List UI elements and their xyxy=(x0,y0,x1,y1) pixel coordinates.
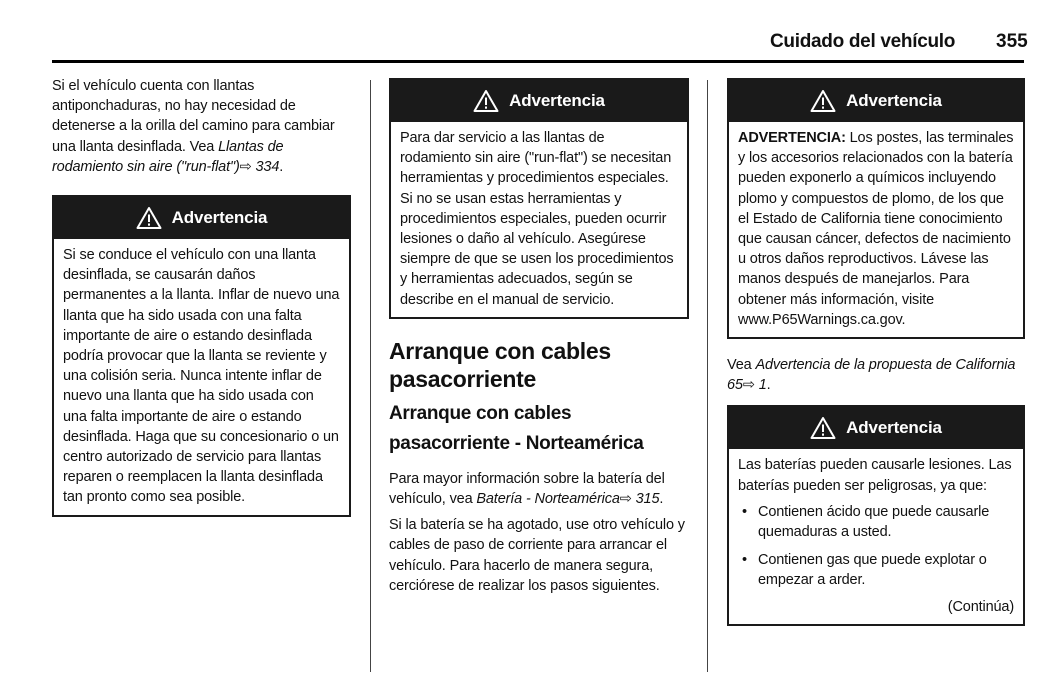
page-number: 355 xyxy=(996,31,1028,52)
warning-bullet-list xyxy=(738,502,1014,591)
warning-box-runflat-service xyxy=(389,78,689,319)
warning-box-flat-tire xyxy=(52,195,351,517)
warning-header xyxy=(391,80,687,122)
jump-start-paragraph: Si la batería se ha agotado, use otro vehículo y cables de paso de corriente para arrancar el vehículo. Para hacerlo de manera segura, cerciórese de realizar los pasos siguientes. xyxy=(389,517,685,594)
warning-triangle-icon xyxy=(136,206,162,230)
prop65-reference[interactable]: Advertencia de la propuesta de California 65 xyxy=(727,357,1016,394)
battery-info-paragraph: Para mayor información sobre la batería del vehículo, vea Batería - Norteamérica⇨ 315. xyxy=(389,469,689,509)
warning-triangle-icon xyxy=(810,89,836,113)
page-ref-arrow-icon: ⇨ xyxy=(619,491,632,508)
column-3 xyxy=(727,76,1025,626)
column-divider-2 xyxy=(707,80,708,672)
section-heading: Arranque con cables pasacorriente xyxy=(389,337,611,392)
warning-text: Si se conduce el vehículo con una llanta desinflada, se causarán daños permanentes a la llanta. Inflar de nuevo una llanta que ha sido usada con una falta importante de aire o estando desinflada podría provocar que la llanta se reviente y una colisión seria. Nunca intente inflar de nuevo una llanta que ha sido usada con una falta importante de aire o estando desinflada. Haga que su concesionario o un centro autorizado de servicio para llantas reparen o reemplacen la llanta desinflada tan pronto como sea posible. xyxy=(63,247,340,506)
column-divider-1 xyxy=(370,80,371,672)
warning-intro: Las baterías pueden causarle lesiones. Las baterías pueden ser peligrosas, ya que: xyxy=(738,457,1012,494)
warning-box-battery xyxy=(727,405,1025,625)
column-1 xyxy=(52,76,351,517)
runflat-intro-paragraph: Si el vehículo cuenta con llantas antiponchaduras, no hay necesidad de detenerse a la orilla del camino para cambiar una llanta desinflada. Vea Llantas de rodamiento sin aire ("run-flat")⇨ 334. xyxy=(52,76,351,177)
warning-title: Advertencia xyxy=(846,90,942,110)
warning-triangle-icon xyxy=(810,416,836,440)
warning-title: Advertencia xyxy=(171,207,268,227)
warning-box-prop65 xyxy=(727,78,1025,339)
battery-reference[interactable]: Batería - Norteamérica xyxy=(476,491,620,508)
column-2 xyxy=(389,76,689,596)
subsection-heading: Arranque con cables pasacorriente - Norteamérica xyxy=(389,402,644,454)
prop65-reference-paragraph: Vea Advertencia de la propuesta de California 65⇨ 1. xyxy=(727,355,1025,395)
list-item: • Contienen ácido que puede causarle quemaduras a usted. xyxy=(742,503,990,541)
list-item: • Contienen gas que puede explotar o empezar a arder. xyxy=(742,552,987,589)
running-header-title: Cuidado del vehículo xyxy=(770,31,956,52)
warning-text: Para dar servicio a las llantas de rodamiento sin aire ("run-flat") se necesitan herramientas y procedimientos especiales. Si no se usan estas herramientas y procedimientos especiales, pueden ocurrir lesiones o daño al vehículo. Asegúrese siempre de que se usen los procedimientos y herramientas adecuados, según se describe en el manual de servicio. xyxy=(400,130,674,308)
page-ref-arrow-icon: ⇨ xyxy=(742,377,755,394)
header-rule xyxy=(52,60,1024,63)
page-ref-arrow-icon: ⇨ xyxy=(239,158,252,175)
warning-header xyxy=(729,80,1023,122)
warning-text: ADVERTENCIA: Los postes, las terminales y los accesorios relacionados con la batería pueden exponerlo a químicos incluyendo plomo y compuestos de plomo, de los que el Estado de California tiene conocimiento que causan cáncer, defectos de nacimiento u otros daños reproductivos. Lávese las manos después de manejarlos. Para obtener más información, visite www.P65Warnings.ca.gov. xyxy=(738,130,1014,328)
warning-title: Advertencia xyxy=(509,90,605,110)
warning-header xyxy=(54,197,349,239)
bullet-icon: • xyxy=(742,552,747,569)
warning-header xyxy=(729,407,1023,449)
warning-text xyxy=(729,449,1023,623)
bullet-icon: • xyxy=(742,503,747,520)
warning-triangle-icon xyxy=(473,89,499,113)
continued-label: (Continúa) xyxy=(947,598,1014,615)
warning-title: Advertencia xyxy=(846,418,942,438)
runflat-reference[interactable]: Llantas de rodamiento sin aire ("run-flat") xyxy=(52,138,284,175)
